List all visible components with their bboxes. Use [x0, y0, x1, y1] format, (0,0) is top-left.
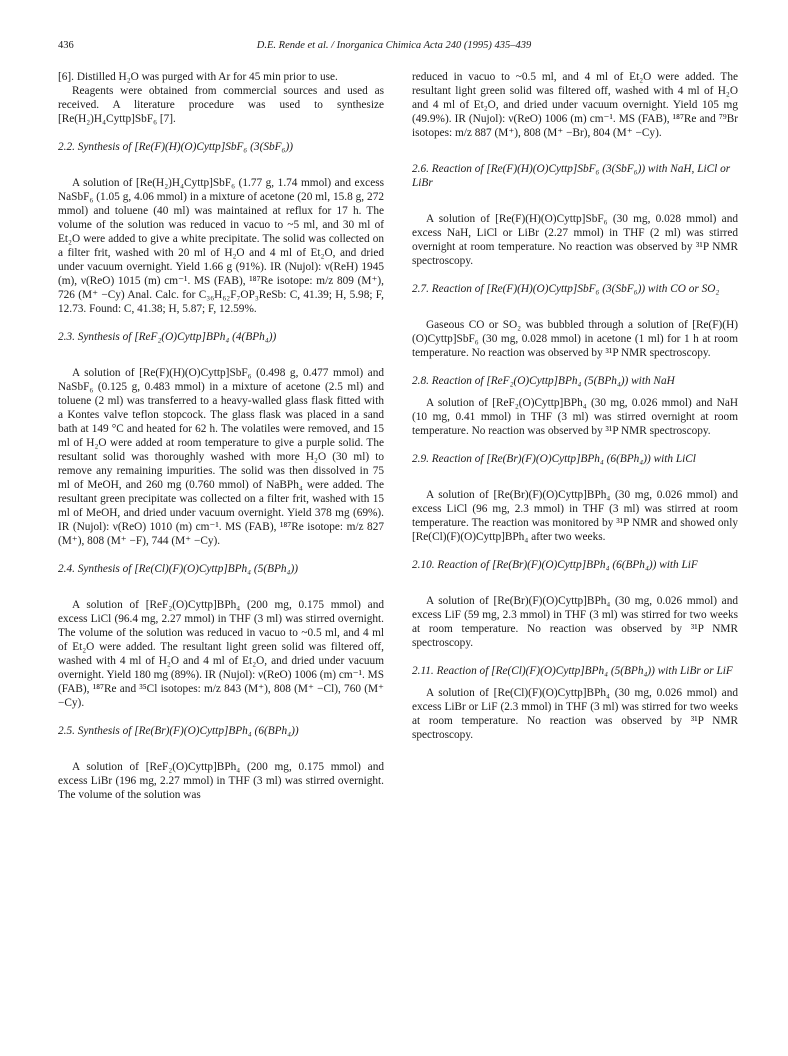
section-body-2-8: A solution of [ReF₂(O)Cyttp]BPh₄ (30 mg, 0.026 mmol) and NaH (10 mg, 0.41 mmol) in THF (3 ml) was stirred overnight at room temperature. No reaction was observed by ³¹P NMR spectroscopy.: [412, 397, 738, 437]
section-body-2-5: A solution of [ReF₂(O)Cyttp]BPh₄ (200 mg, 0.175 mmol) and excess LiBr (196 mg, 2.27 mmol) in THF (3 ml) was stirred overnight. The volume of the solution was: [58, 761, 384, 801]
section-heading-2-11: 2.11. Reaction of [Re(Cl)(F)(O)Cyttp]BPh₄ (5(BPh₄)) with LiBr or LiF: [412, 665, 733, 677]
section-body-2-7: Gaseous CO or SO₂ was bubbled through a solution of [Re(F)(H)(O)Cyttp]SbF₆ (30 mg, 0.028 mmol) in acetone (1 ml) for 1 h at room temperature. No reaction was observed by ³¹P NMR spectroscopy.: [412, 319, 738, 359]
section-heading-2-3: 2.3. Synthesis of [ReF₂(O)Cyttp]BPh₄ (4(BPh₄)): [58, 331, 277, 343]
right-column: [412, 70, 738, 742]
page-header: [58, 40, 730, 56]
section-heading-2-4: 2.4. Synthesis of [Re(Cl)(F)(O)Cyttp]BPh₄ (5(BPh₄)): [58, 563, 299, 575]
section-body-2-4: A solution of [ReF₂(O)Cyttp]BPh₄ (200 mg, 0.175 mmol) and excess LiCl (96.4 mg, 2.27 mmol) in THF (3 ml) was stirred overnight. The volume of the solution was reduced in vacuo to ~0.5 ml, and 4 ml of Et₂O were added. The resultant light green solid was filtered off, washed with 4 ml of H₂O and 4 ml of Et₂O, and dried under vacuum overnight. Yield 180 mg (89%). IR (Nujol): ν(ReO) 1006 (m) cm⁻¹. MS (FAB), ¹⁸⁷Re and ³⁵Cl isotopes: m/z 843 (M⁺), 808 (M⁺ −Cl), 760 (M⁺ −Cy).: [58, 599, 384, 709]
intro-paragraph: [6]. Distilled H₂O was purged with Ar for 45 min prior to use.: [58, 71, 338, 83]
page-number: 436: [58, 40, 74, 51]
section-body-2-2: A solution of [Re(H₂)H₄Cyttp]SbF₆ (1.77 g, 1.74 mmol) and excess NaSbF₆ (1.05 g, 4.06 mmol) in a mixture of acetone (20 ml, 15.8 g, 272 mmol) and toluene (40 ml) was maintained at reflux for 17 h. The volume of the solution was reduced in vacuo to ~5 ml, and 30 ml of Et₂O were added to give a white precipitate. The solid was collected on a filter frit, washed with 20 ml of H₂O and 4 ml of Et₂O, and dried under vacuum overnight. Yield 1.66 g (91%). IR (Nujol): ν(ReH) 1945 (m), ν(ReO) 1015 (m) cm⁻¹. MS (FAB), ¹⁸⁷Re isotope: m/z 809 (M⁺), 726 (M⁺ −Cy) Anal. Calc. for C₃₆H₆₂F₇OP₃ReSb: C, 41.39; H, 5.98; F, 12.73. Found: C, 41.38; H, 5.87; F, 12.59%.: [58, 177, 384, 315]
section-body-2-6: A solution of [Re(F)(H)(O)Cyttp]SbF₆ (30 mg, 0.028 mmol) and excess NaH, LiCl or LiBr (2.27 mmol) in THF (2 ml) was stirred overnight at room temperature. No reaction was observed by ³¹P NMR spectroscopy.: [412, 213, 738, 267]
section-body-2-3: A solution of [Re(F)(H)(O)Cyttp]SbF₆ (0.498 g, 0.477 mmol) and NaSbF₆ (0.125 g, 0.483 mmol) in a mixture of acetone (2.5 ml) and toluene (2 ml) was transferred to a heavy-walled glass flask fitted with a Kontes valve teflon stopcock. The glass flask was placed in a sand bath at 149 °C and heated for 62 h. The volatiles were removed, and 15 ml of H₂O were added at room temperature to give a purple solid. The resultant solid was thoroughly washed with more H₂O (30 ml) to remove any remaining impurities. The solid was then dissolved in 75 ml of MeOH, and 260 mg (0.760 mmol) of NaBPh₄ were added. The resultant green precipitate was collected on a filter frit, washed with 15 ml of MeOH, and dried under vacuum overnight. Yield 378 mg (69%). IR (Nujol): ν(ReO) 1010 (m) cm⁻¹. MS (FAB), ¹⁸⁷Re isotope: m/z 827 (M⁺), 808 (M⁺ −F), 744 (M⁺ −Cy).: [58, 367, 384, 547]
section-heading-2-5: 2.5. Synthesis of [Re(Br)(F)(O)Cyttp]BPh₄ (6(BPh₄)): [58, 725, 299, 737]
continued-paragraph: reduced in vacuo to ~0.5 ml, and 4 ml of Et₂O were added. The resultant light green solid was filtered off, washed with 4 ml of H₂O and 4 ml of Et₂O, and dried under vacuum overnight. Yield 105 mg (49.9%). IR (Nujol): ν(ReO) 1006 (m) cm⁻¹. MS (FAB), ¹⁸⁷Re and ⁷⁹Br isotopes: m/z 887 (M⁺), 808 (M⁺ −Br), 804 (M⁺ −Cy).: [412, 71, 738, 139]
section-heading-2-7: 2.7. Reaction of [Re(F)(H)(O)Cyttp]SbF₆ (3(SbF₆)) with CO or SO₂: [412, 283, 720, 295]
section-body-2-11: A solution of [Re(Cl)(F)(O)Cyttp]BPh₄ (30 mg, 0.026 mmol) and excess LiBr or LiF (2.3 mmol) in THF (3 ml) was stirred for two weeks at room temperature. No reaction was observed by ³¹P NMR spectroscopy.: [412, 687, 738, 741]
running-head: D.E. Rende et al. / Inorganica Chimica Acta 240 (1995) 435–439: [256, 40, 532, 51]
section-heading-2-10: 2.10. Reaction of [Re(Br)(F)(O)Cyttp]BPh₄ (6(BPh₄)) with LiF: [412, 559, 698, 571]
section-heading-2-6: 2.6. Reaction of [Re(F)(H)(O)Cyttp]SbF₆ (3(SbF₆)) with NaH, LiCl or LiBr: [412, 163, 731, 189]
section-body-2-10: A solution of [Re(Br)(F)(O)Cyttp]BPh₄ (30 mg, 0.026 mmol) and excess LiF (59 mg, 2.3 mmol) in THF (3 ml) was stirred for two weeks at room temperature. No reaction was observed by ³¹P NMR spectroscopy.: [412, 595, 738, 649]
section-heading-2-2: 2.2. Synthesis of [Re(F)(H)(O)Cyttp]SbF₆ (3(SbF₆)): [58, 141, 293, 153]
left-column: [58, 70, 384, 802]
reagents-paragraph: Reagents were obtained from commercial sources and used as received. A literature procedure was used to synthesize [Re(H₂)H₄Cyttp]SbF₆ [7].: [58, 85, 384, 125]
section-heading-2-8: 2.8. Reaction of [ReF₂(O)Cyttp]BPh₄ (5(BPh₄)) with NaH: [412, 375, 675, 387]
section-body-2-9: A solution of [Re(Br)(F)(O)Cyttp]BPh₄ (30 mg, 0.026 mmol) and excess LiCl (96 mg, 2.3 mmol) in THF (3 ml) was stirred at room temperature. The reaction was monitored by ³¹P NMR and showed only [Re(Cl)(F)(O)Cyttp]BPh₄ after two weeks.: [412, 489, 738, 543]
section-heading-2-9: 2.9. Reaction of [Re(Br)(F)(O)Cyttp]BPh₄ (6(BPh₄)) with LiCl: [412, 453, 696, 465]
